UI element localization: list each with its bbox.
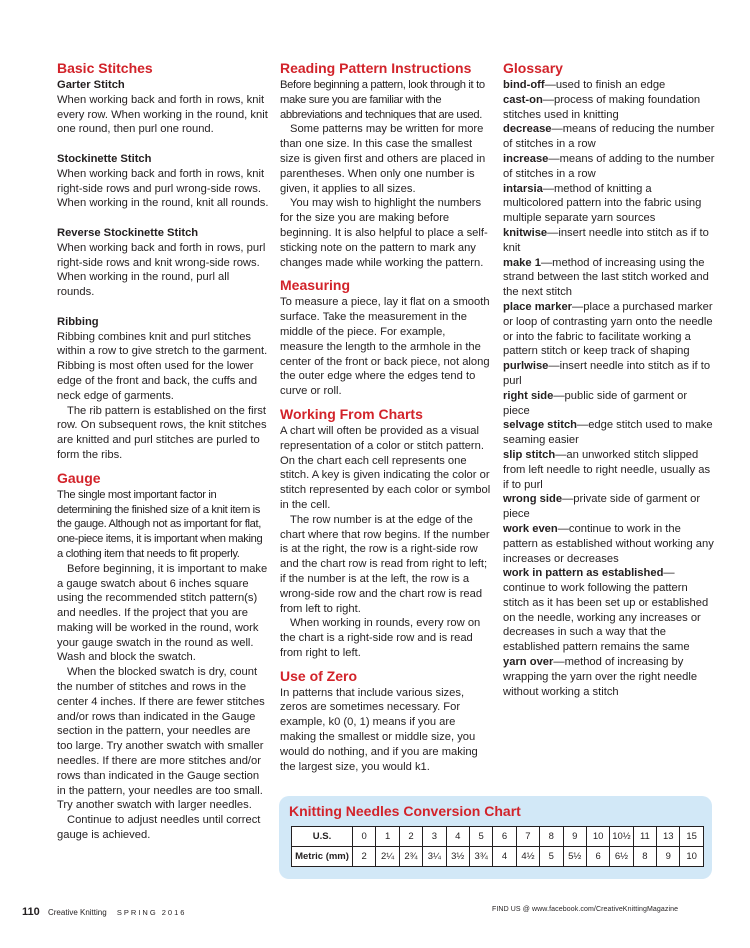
glossary-entry [503,93,715,123]
reading-paragraph: Before beginning a pattern, look through it to make sure you are familiar with the abbreviations and techniques that are used. [280,79,485,121]
glossary-entry [503,359,715,389]
garter-stitch-text: When working back and forth in rows, knit every row. When working in the round, knit one round, then purl one round. [57,93,268,136]
stockinette-stitch-text: When working back and forth in rows, knit right-side rows and purl wrong-side rows. When working in the round, knit all rounds. [57,167,269,210]
charts-paragraph: A chart will often be provided as a visual representation of a color or stitch pattern. On the chart each cell represents one stitch. A key is given indicating the color or stitch represented by each color or symbol in the cell. [280,424,491,511]
glossary-entry [503,566,715,655]
reading-paragraph: Some patterns may be written for more than one size. In this case the smallest size is given first and others are placed in parentheses. When only one number is given, it applies to all sizes. [280,123,486,195]
glossary-term: knitwise [503,226,548,239]
glossary-entry [503,389,715,419]
needle-chart-title: Knitting Needles Conversion Chart [289,803,521,819]
glossary-term: place marker [503,300,573,313]
garter-stitch-subheading: Garter Stitch [57,79,125,91]
glossary-entry [503,78,715,93]
glossary-term: work in pattern as established [503,567,664,580]
working-from-charts-heading: Working From Charts [280,405,423,422]
table-cell: 3¼ [423,847,446,867]
gauge-heading: Gauge [57,469,101,486]
glossary-heading: Glossary [503,60,563,76]
table-cell: 5 [469,827,492,847]
issue-season: SPRING 2016 [116,908,187,917]
table-cell: 4 [446,827,469,847]
glossary-term: make 1 [503,256,541,269]
reverse-stockinette-text: When working back and forth in rows, purl right-side rows and knit wrong-side rows. When working in the round, purl all rounds. [57,241,266,299]
footer-facebook: FIND US @ www.facebook.com/CreativeKnittingMagazine [492,906,679,913]
glossary-definition: —private side of garment or piece [503,493,701,521]
table-cell: 6½ [610,847,633,867]
glossary-entry [503,182,715,226]
table-cell: 0 [353,827,376,847]
glossary-definition: —continue to work in the pattern as established without working any increases or decreases [503,522,714,565]
glossary-entry [503,492,715,522]
table-cell: 8 [633,847,656,867]
charts-paragraph: When working in rounds, every row on the chart is a right-side row and is read from right to left. [280,617,481,659]
table-cell: 9 [563,827,586,847]
ribbing-paragraph: The rib pattern is established on the first row. On subsequent rows, the knit stitches are knitted and purl stitches are purled to form the ribs. [57,404,267,461]
glossary-definition: —place a purchased marker or loop of contrasting yarn onto the needle or into the fabric to facilitate working a pattern stitch or keep track of shaping [503,300,713,358]
glossary-definition: —insert needle into stitch as if to purl [503,360,711,387]
table-cell: 1 [376,827,399,847]
glossary-entry [503,418,715,448]
table-cell: 3 [423,827,446,847]
glossary-definition: —continue to work following the pattern stitch as it has been set up or established on the needle, working any increases or decreases in such a way that the established pattern remains the same [503,567,709,654]
table-cell: 6 [586,847,609,867]
table-cell: 6 [493,827,516,847]
table-cell: 15 [680,827,703,847]
row-header-us: U.S. [292,827,353,847]
zero-paragraph: In patterns that include various sizes, zeros are sometimes necessary. For example, k0 (0, 1) means if you are making the smallest or middle size, you would do nothing, and if you are making the largest size, you would k1. [280,686,478,773]
glossary-definition: —method of increasing by wrapping the yarn over the right needle without working a stitch [503,656,698,698]
glossary-term: wrong side [503,493,563,506]
glossary-entry [503,522,715,566]
stockinette-stitch-subheading: Stockinette Stitch [57,152,152,165]
table-row [292,827,704,847]
glossary-term: slip stitch [503,448,556,461]
glossary-term: intarsia [503,182,543,195]
table-cell: 4½ [516,847,539,867]
needle-conversion-chart [279,796,712,879]
glossary-definition: —used to finish an edge [544,79,666,91]
table-cell: 7 [516,827,539,847]
reading-paragraph: You may wish to highlight the numbers for the size you are making before beginning. It is also helpful to place a self-sticking note on the pattern to mark any changes made while working the pattern. [280,197,488,269]
table-cell: 13 [657,827,680,847]
glossary-definition: —an unworked stitch slipped from left needle to right needle, usually as if to purl [503,448,711,491]
glossary-definition: —method of knitting a multicolored pattern into the fabric using multiple separate yarn sources [503,182,702,225]
gauge-paragraph: Before beginning, it is important to make a gauge swatch about 6 inches square using the recommended stitch pattern(s) and needles. If the project that you are making will be worked in the round, work your gauge swatch in the round as well. Wash and block the swatch. [57,562,268,664]
glossary-term: right side [503,389,554,402]
ribbing-subheading: Ribbing [57,315,99,328]
glossary-list [503,78,715,699]
glossary-entry [503,655,715,699]
glossary-term: cast-on [503,93,543,106]
glossary-definition: —process of making foundation stitches used in knitting [503,93,701,121]
reading-pattern-heading: Reading Pattern Instructions [280,60,472,76]
table-cell: 4 [493,847,516,867]
table-cell: 2¾ [399,847,422,867]
use-of-zero-heading: Use of Zero [280,667,358,684]
table-cell: 10 [586,827,609,847]
reverse-stockinette-subheading: Reverse Stockinette Stitch [57,226,199,239]
glossary-term: increase [503,152,549,165]
charts-paragraph: The row number is at the edge of the chart where that row begins. If the number is at the right, the row is a right-side row and the chart row is read from right to left; if the number is at the left, the row is a wrong-side row and the chart row is read from left to right. [280,513,490,615]
gauge-paragraph: When the blocked swatch is dry, count the number of stitches and rows in the center 4 inches. If there are fewer stitches and/or rows than indicated in the Gauge section in the pattern, your needles are too large. Try another swatch with smaller needles. If there are more stitches and/or rows than indicated in the Gauge section in the pattern, your needles are too small. Try another swatch with larger needles. [57,666,265,812]
table-cell: 2 [353,847,376,867]
glossary-term: bind-off [503,79,545,91]
page-number: 110 [22,906,40,918]
table-cell: 5 [540,847,563,867]
table-cell: 9 [657,847,680,867]
glossary-entry [503,226,715,256]
table-cell: 11 [633,827,656,847]
table-cell: 3¾ [469,847,492,867]
gauge-paragraph: Continue to adjust needles until correct gauge is achieved. [57,814,261,842]
table-cell: 10½ [610,827,633,847]
glossary-entry [503,300,715,359]
table-cell: 10 [680,847,703,867]
table-row [292,847,704,867]
footer-left [22,906,186,918]
measuring-paragraph: To measure a piece, lay it flat on a smooth surface. Take the measurement in the middle of the piece. For example, measure the length to the armhole in the center of the front or back piece, not along the outer edge where the edges tend to curve or roll. [280,296,490,398]
row-header-metric: Metric (mm) [292,847,353,867]
gauge-paragraph: The single most important factor in determining the finished size of a knit item is the gauge. Although not as important for flat, one-piece items, it is important when making a clothing item that needs to fit properly. [57,488,263,560]
glossary-definition: —means of reducing the number of stitches in a row [503,123,715,151]
glossary-definition: —public side of garment or piece [503,389,688,417]
measuring-heading: Measuring [280,277,351,294]
glossary-term: selvage stitch [503,419,577,432]
magazine-name: Creative Knitting [47,908,107,917]
glossary-entry [503,256,715,300]
table-cell: 3½ [446,847,469,867]
table-cell: 8 [540,827,563,847]
table-cell: 2 [399,827,422,847]
ribbing-paragraph: Ribbing combines knit and purl stitches within a row to give stretch to the garment. Ribbing is most often used for the lower edge of the front and back, the cuffs and neck edge of garments. [57,330,268,402]
column-stitches-gauge [57,60,269,843]
glossary-entry [503,122,715,152]
glossary-definition: —edge stitch used to make seaming easier [503,419,713,447]
glossary-definition: —insert needle into stitch as if to knit [503,226,709,254]
table-cell: 5½ [563,847,586,867]
column-pattern-instructions [280,60,492,774]
glossary-entry [503,448,715,492]
table-cell: 2¼ [376,847,399,867]
glossary-term: yarn over [503,656,554,669]
needle-conversion-table [291,826,704,867]
column-glossary [503,60,715,699]
glossary-term: purlwise [503,360,549,373]
glossary-entry [503,152,715,182]
glossary-term: work even [503,522,558,535]
glossary-definition: —method of increasing using the strand between the last stitch worked and the next stitch [503,256,709,299]
basic-stitches-heading: Basic Stitches [57,60,153,76]
glossary-term: decrease [503,123,552,136]
glossary-definition: —means of adding to the number of stitches in a row [503,152,715,180]
